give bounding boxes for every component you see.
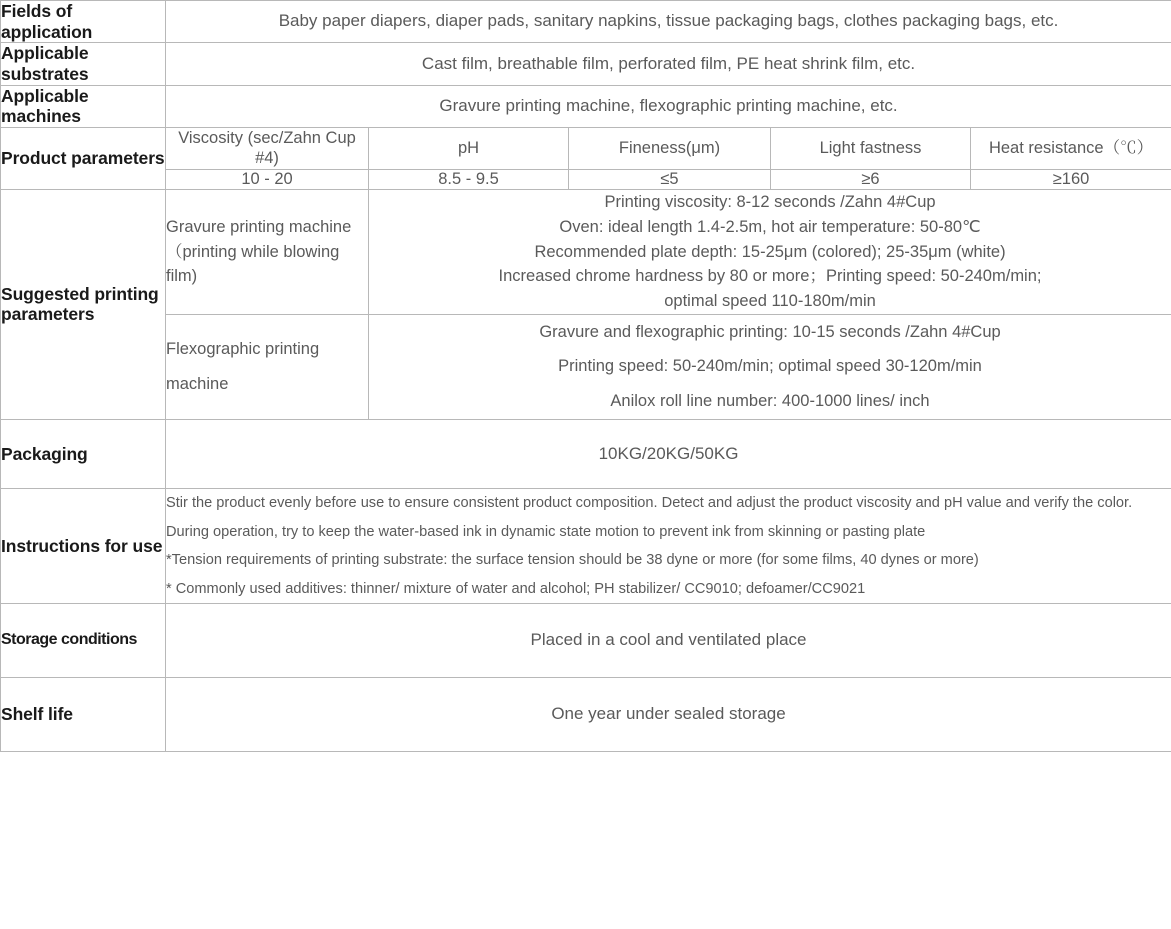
row-value-applicable-substrates: Cast film, breathable film, perforated film, PE heat shrink film, etc.	[166, 43, 1171, 85]
param-header-ph: pH	[369, 127, 569, 169]
detail-flexo-line2: Printing speed: 50-240m/min; optimal speed 30-120m/min	[558, 357, 982, 376]
instructions-paragraph-1: Stir the product evenly before use to ensure consistent product composition. Detect and adjust the product viscosity and pH value and verify the color. During operation, try to keep the water-based ink in dynamic state motion to prevent ink from skinning or pasting plate	[166, 495, 1133, 540]
detail-gravure-line3: Recommended plate depth: 15-25μm (colored); 25-35μm (white)	[534, 242, 1006, 261]
row-label-packaging: Packaging	[1, 419, 166, 489]
table-row-instructions-for-use	[1, 489, 1171, 604]
param-header-heat-resistance: Heat resistance（℃）	[971, 127, 1171, 169]
table-row-storage-conditions	[1, 604, 1171, 678]
param-header-viscosity	[166, 127, 369, 169]
table-row-shelf-life	[1, 677, 1171, 751]
row-value-storage-conditions: Placed in a cool and ventilated place	[166, 604, 1171, 678]
sub-label-gravure-line4: blowing film)	[166, 242, 340, 286]
table-row-packaging	[1, 419, 1171, 489]
table-row-suggested-printing-gravure	[1, 190, 1171, 315]
sub-label-gravure-line3: （printing while	[166, 242, 279, 261]
row-value-fields-of-application: Baby paper diapers, diaper pads, sanitary napkins, tissue packaging bags, clothes packaging bags, etc.	[166, 1, 1171, 43]
row-label-applicable-machines: Applicable machines	[1, 85, 166, 127]
detail-gravure-line1: Printing viscosity: 8-12 seconds /Zahn 4#Cup	[604, 193, 936, 212]
row-label-fields-of-application: Fields of application	[1, 1, 166, 43]
sub-label-gravure-line2: machine	[288, 217, 352, 236]
table-row-applicable-machines	[1, 85, 1171, 127]
param-header-fineness: Fineness(μm)	[569, 127, 771, 169]
row-label-suggested-printing-parameters: Suggested printing parameters	[1, 190, 166, 420]
row-label-applicable-substrates: Applicable substrates	[1, 43, 166, 85]
instructions-paragraph-2: *Tension requirements of printing substrate: the surface tension should be 38 dyne or more (for some films, 40 dynes or more)	[166, 552, 979, 569]
param-value-viscosity: 10 - 20	[166, 170, 369, 190]
row-value-applicable-machines: Gravure printing machine, flexographic printing machine, etc.	[166, 85, 1171, 127]
table-row-suggested-printing-flexographic	[1, 314, 1171, 419]
param-value-fineness: ≤5	[569, 170, 771, 190]
param-header-light-fastness: Light fastness	[771, 127, 971, 169]
table-row-applicable-substrates	[1, 43, 1171, 85]
detail-flexo-line1: Gravure and flexographic printing: 10-15 seconds /Zahn 4#Cup	[539, 322, 1001, 341]
row-label-storage-conditions: Storage conditions	[1, 604, 166, 678]
sub-label-flexo-line2: machine	[166, 374, 229, 393]
sub-label-flexographic-printing-machine	[166, 314, 369, 419]
detail-flexo-line3: Anilox roll line number: 400-1000 lines/ inch	[610, 392, 930, 411]
param-value-heat-resistance: ≥160	[971, 170, 1171, 190]
table-row-product-parameters-values	[1, 170, 1171, 190]
param-header-viscosity-line1: Viscosity	[178, 128, 243, 147]
instructions-paragraph-3: * Commonly used additives: thinner/ mixture of water and alcohol; PH stabilizer/ CC9010; defoamer/CC9021	[166, 580, 866, 597]
detail-gravure-line5: optimal speed 110-180m/min	[664, 292, 876, 311]
sub-label-gravure-line1: Gravure printing	[166, 217, 285, 236]
param-value-light-fastness: ≥6	[771, 170, 971, 190]
row-value-shelf-life: One year under sealed storage	[166, 677, 1171, 751]
detail-gravure-line2: Oven: ideal length 1.4-2.5m, hot air temperature: 50-80℃	[559, 217, 981, 236]
row-label-instructions-for-use: Instructions for use	[1, 489, 166, 604]
row-value-instructions-for-use	[166, 489, 1171, 604]
sub-label-gravure-printing-machine	[166, 190, 369, 315]
row-label-product-parameters: Product parameters	[1, 127, 166, 189]
table-row-fields-of-application	[1, 1, 1171, 43]
row-value-packaging: 10KG/20KG/50KG	[166, 419, 1171, 489]
table-row-product-parameters-headers	[1, 127, 1171, 169]
param-header-viscosity-line2: (sec/Zahn Cup #4)	[247, 128, 356, 168]
detail-gravure-line4: Increased chrome hardness by 80 or more；Printing speed: 50-240m/min;	[498, 267, 1042, 286]
sub-label-flexo-line1: Flexographic printing	[166, 340, 320, 359]
detail-gravure-printing-parameters	[369, 190, 1171, 315]
detail-flexographic-printing-parameters	[369, 314, 1171, 419]
param-value-ph: 8.5 - 9.5	[369, 170, 569, 190]
row-label-shelf-life: Shelf life	[1, 677, 166, 751]
